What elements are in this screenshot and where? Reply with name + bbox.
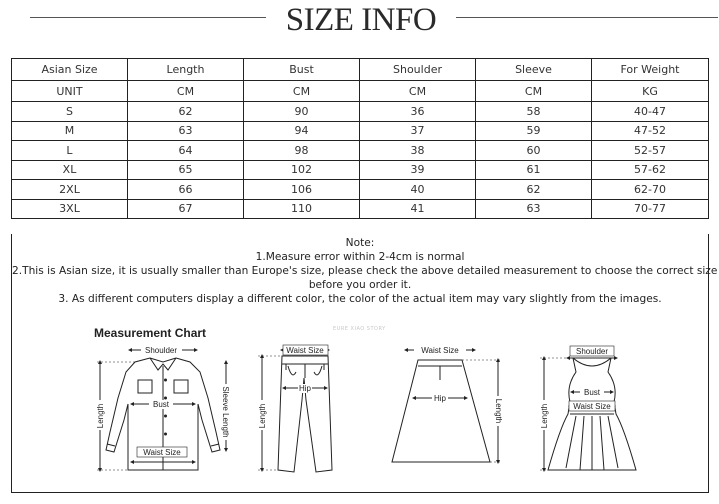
page-title: SIZE INFO [285, 2, 437, 38]
table-cell: 90 [244, 102, 360, 122]
unit-cell: UNIT [12, 81, 128, 102]
note-line-2: 2.This is Asian size, it is usually smaller than Europe's size, please check the above detailed measurement to choose the correct size [12, 265, 718, 277]
table-cell: 98 [244, 141, 360, 161]
table-cell: 63 [476, 199, 592, 219]
table-cell: 2XL [12, 180, 128, 200]
note-line-1: 1.Measure error within 2-4cm is normal [255, 251, 465, 263]
table-cell: 36 [360, 102, 476, 122]
shirt-shoulder-label: Shoulder [144, 346, 178, 355]
table-cell: 40-47 [592, 102, 709, 122]
table-cell: 41 [360, 199, 476, 219]
shirt-waist-label: Waist Size [143, 448, 181, 457]
note-heading: Note: [345, 237, 375, 249]
table-cell: 64 [128, 141, 244, 161]
pants-diagram [258, 350, 332, 472]
table-cell: XL [12, 160, 128, 180]
table-cell: 57-62 [592, 160, 709, 180]
table-cell: 65 [128, 160, 244, 180]
table-cell: 58 [476, 102, 592, 122]
dress-bust-label: Bust [583, 388, 601, 397]
dress-waist-label: Waist Size [573, 402, 611, 411]
table-cell: 62 [128, 102, 244, 122]
header-cell: Asian Size [12, 59, 128, 81]
table-cell: 59 [476, 121, 592, 141]
unit-cell: CM [244, 81, 360, 102]
table-cell: 102 [244, 160, 360, 180]
dress-diagram [540, 358, 636, 470]
watermark: EURE XIAO STORY [333, 326, 386, 332]
table-cell: L [12, 141, 128, 161]
note-line-2-cont: before you order it. [308, 279, 412, 291]
table-cell: M [12, 121, 128, 141]
note-line-3: 3. As different computers display a different color, the color of the actual item may vary slightly from the images. [58, 293, 662, 305]
pants-waist-label: Waist Size [286, 346, 324, 355]
table-cell: 40 [360, 180, 476, 200]
measurement-chart-title: Measurement Chart [94, 326, 207, 340]
unit-cell: CM [360, 81, 476, 102]
pants-length-label: Length [258, 403, 267, 429]
skirt-diagram [392, 350, 502, 462]
unit-cell: CM [476, 81, 592, 102]
table-cell: 47-52 [592, 121, 709, 141]
table-cell: 94 [244, 121, 360, 141]
table-cell: 61 [476, 160, 592, 180]
table-cell: 39 [360, 160, 476, 180]
unit-cell: KG [592, 81, 709, 102]
header-cell: Length [128, 59, 244, 81]
shirt-sleeve-label: Sleeve Length [221, 386, 230, 438]
header-cell: Bust [244, 59, 360, 81]
header-cell: Sleeve [476, 59, 592, 81]
dress-length-label: Length [540, 403, 549, 429]
table-cell: 63 [128, 121, 244, 141]
header-cell: For Weight [592, 59, 709, 81]
dress-shoulder-label: Shoulder [575, 347, 609, 356]
table-cell: S [12, 102, 128, 122]
table-cell: 37 [360, 121, 476, 141]
skirt-hip-label: Hip [433, 394, 447, 403]
skirt-waist-label: Waist Size [421, 346, 459, 355]
table-cell: 60 [476, 141, 592, 161]
header-cell: Shoulder [360, 59, 476, 81]
table-cell: 110 [244, 199, 360, 219]
shirt-bust-label: Bust [152, 400, 170, 409]
table-cell: 66 [128, 180, 244, 200]
table-cell: 38 [360, 141, 476, 161]
table-cell: 52-57 [592, 141, 709, 161]
table-cell: 62-70 [592, 180, 709, 200]
shirt-length-label: Length [96, 403, 105, 429]
table-cell: 70-77 [592, 199, 709, 219]
table-cell: 67 [128, 199, 244, 219]
table-cell: 62 [476, 180, 592, 200]
unit-cell: CM [128, 81, 244, 102]
table-cell: 106 [244, 180, 360, 200]
skirt-length-label: Length [494, 398, 503, 424]
table-cell: 3XL [12, 199, 128, 219]
pants-hip-label: Hip [298, 384, 312, 393]
